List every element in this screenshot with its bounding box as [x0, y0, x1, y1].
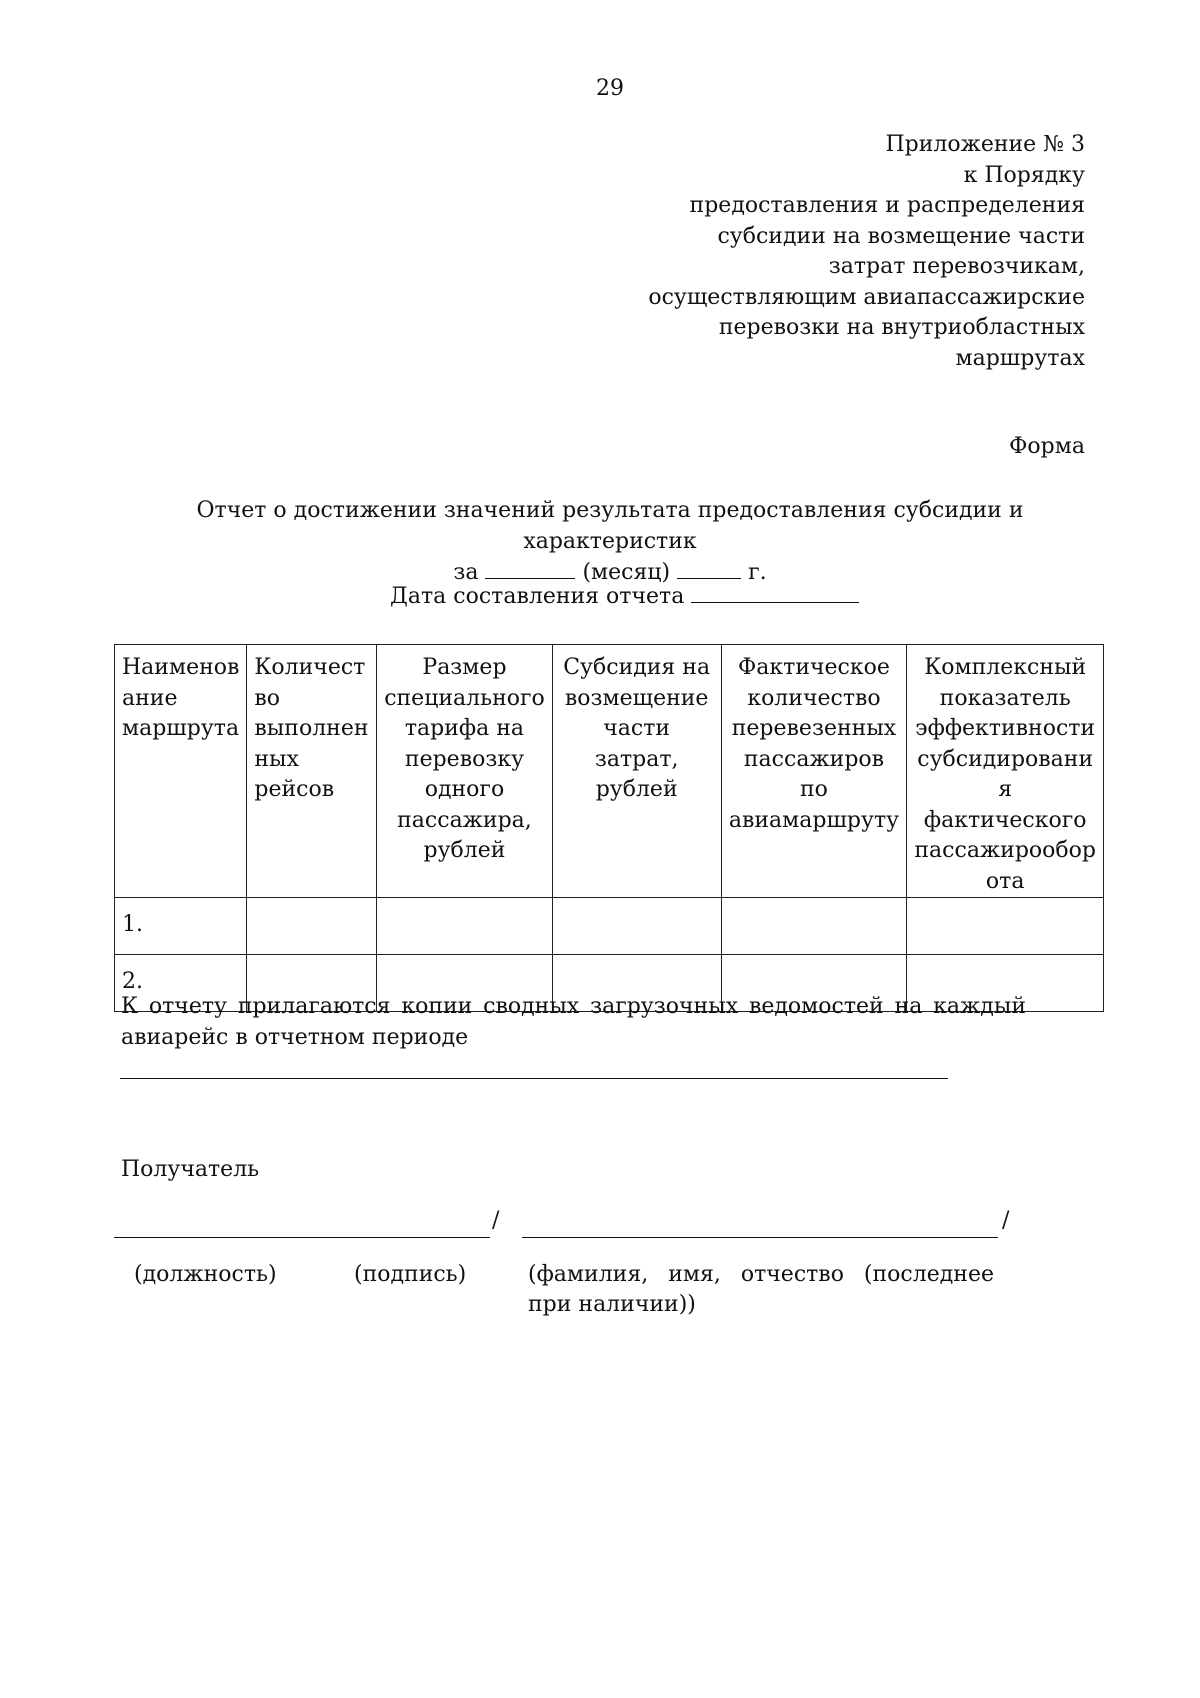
recipient-label: Получатель — [121, 1157, 260, 1182]
full-name-line — [522, 1237, 998, 1238]
column-header-flights-count: Количест во выполнен ных рейсов — [247, 645, 377, 898]
report-title-line: Отчет о достижении значений результата предоставления субсидии и характеристик — [196, 498, 1024, 554]
period-year-suffix: г. — [748, 560, 767, 585]
signature-separator: / — [492, 1208, 500, 1233]
appendix-line: субсидии на возмещение части — [717, 223, 1085, 249]
period-month: (месяц) — [582, 560, 671, 585]
attachment-note: К отчету прилагаются копии сводных загрузочных ведомостей на каждый авиарейс в отчетном периоде — [121, 994, 1026, 1050]
year-blank — [677, 577, 741, 579]
column-header-special-tariff: Размер специального тарифа на перевозку одного пассажира, рублей — [377, 645, 553, 898]
report-title — [110, 495, 1110, 588]
column-header-route-name: Наименов ание маршрута — [115, 645, 247, 898]
form-label: Форма — [1009, 434, 1085, 459]
table-cell[interactable] — [552, 898, 721, 955]
position-signature-line — [114, 1237, 490, 1238]
appendix-line: перевозки на внутриобластных — [718, 315, 1085, 340]
table-cell[interactable] — [377, 898, 553, 955]
appendix-line: маршрутах — [955, 345, 1085, 371]
table-cell[interactable] — [721, 898, 907, 955]
report-date-line — [390, 584, 859, 609]
table-header-row — [115, 645, 1104, 898]
page-number: 29 — [596, 76, 624, 101]
report-date-label: Дата составления отчета — [390, 584, 685, 609]
table-cell[interactable]: 2. — [115, 955, 247, 1012]
table-cell[interactable] — [247, 898, 377, 955]
column-header-actual-passengers: Фактическое количество перевезенных пассажиров по авиамаршруту — [721, 645, 907, 898]
appendix-line: осуществляющим авиапассажирские — [648, 284, 1085, 310]
appendix-line: Приложение № 3 — [885, 132, 1085, 157]
appendix-line: затрат перевозчикам, — [828, 254, 1085, 279]
caption-full-name: (фамилия, имя, отчество (последнее при наличии)) — [528, 1262, 994, 1317]
month-blank — [485, 577, 575, 579]
date-blank — [691, 601, 859, 603]
appendix-line: предоставления и распределения — [689, 193, 1085, 218]
report-table — [114, 644, 1104, 1012]
column-header-efficiency: Комплексный показатель эффективности субсидировани я фактического пассажирообор ота — [907, 645, 1104, 898]
column-header-subsidy: Субсидия на возмещение части затрат, рублей — [552, 645, 721, 898]
caption-position: (должность) — [134, 1262, 277, 1287]
appendix-block — [525, 130, 1085, 374]
appendix-line: к Порядку — [963, 162, 1085, 188]
signature-separator: / — [1002, 1208, 1010, 1233]
period-prefix: за — [453, 560, 479, 585]
note-underline — [120, 1078, 948, 1079]
caption-signature: (подпись) — [354, 1262, 467, 1287]
table-row — [115, 898, 1104, 955]
table-cell[interactable]: 1. — [115, 898, 247, 955]
table-cell[interactable] — [907, 898, 1104, 955]
